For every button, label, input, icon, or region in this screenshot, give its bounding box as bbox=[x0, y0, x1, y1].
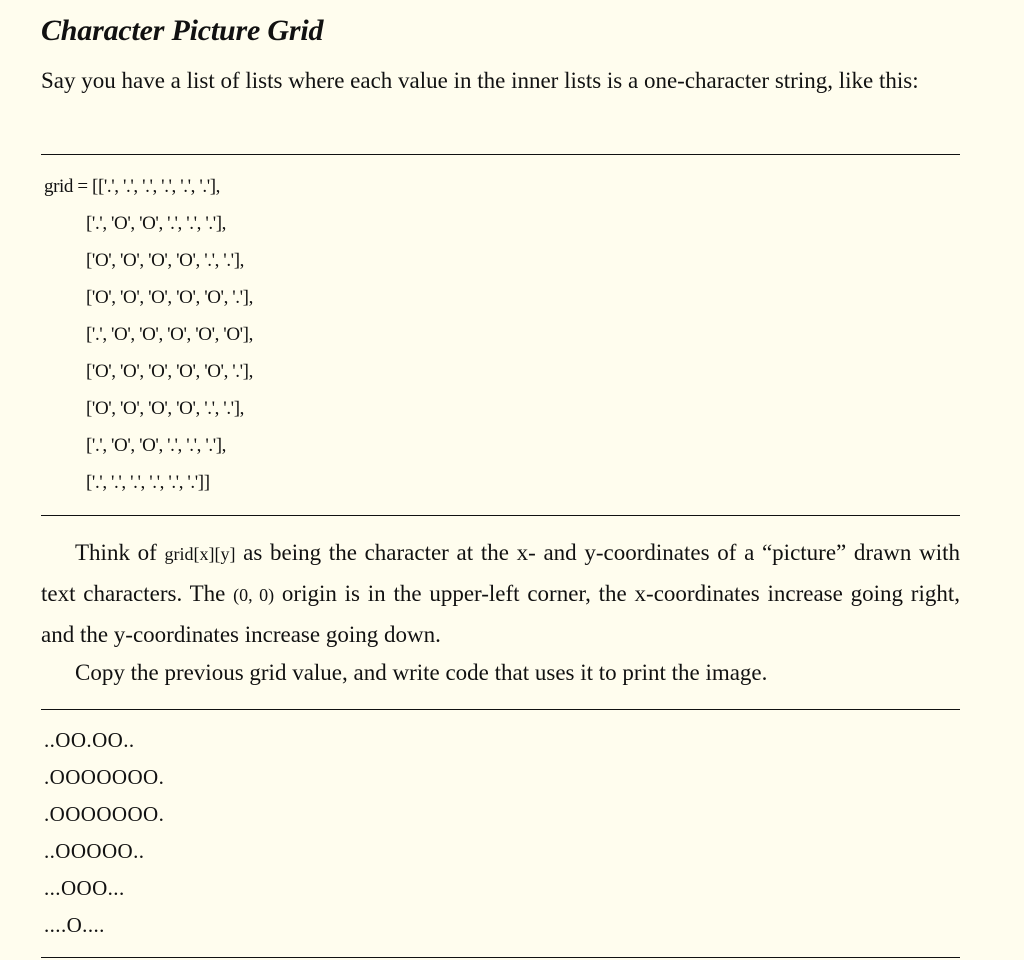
output-block bbox=[44, 722, 164, 944]
task-paragraph: Copy the previous grid value, and write code that uses it to print the image. bbox=[75, 660, 768, 685]
divider bbox=[41, 709, 960, 710]
divider bbox=[41, 957, 960, 958]
output-line: ..OO.OO.. bbox=[44, 728, 135, 752]
divider bbox=[41, 515, 960, 516]
code-line: ['O', 'O', 'O', 'O', '.', '.'], bbox=[86, 398, 244, 419]
divider bbox=[41, 154, 960, 155]
inline-code: grid[x][y] bbox=[164, 544, 236, 564]
output-line: ....O.... bbox=[44, 913, 105, 937]
code-line: ['.', 'O', 'O', '.', '.', '.'], bbox=[86, 213, 227, 234]
code-line: ['O', 'O', 'O', 'O', '.', '.'], bbox=[86, 250, 244, 271]
output-line: ...OOO... bbox=[44, 876, 125, 900]
output-line: ..OOOOO.. bbox=[44, 839, 145, 863]
coordinates-paragraph bbox=[41, 533, 960, 654]
paragraph-text: as being the character at the x- and y-coordinates of a “picture” drawn with text characters. The bbox=[41, 540, 960, 606]
inline-code: (0, 0) bbox=[233, 585, 275, 605]
output-line: .OOOOOOO. bbox=[44, 802, 165, 826]
paragraph-text: origin is in the upper-left corner, the x-coordinates increase going right, and the y-coordinates increase going down. bbox=[41, 581, 960, 647]
output-line: .OOOOOOO. bbox=[44, 765, 165, 789]
code-line: ['O', 'O', 'O', 'O', 'O', '.'], bbox=[86, 287, 253, 308]
code-line: ['.', 'O', 'O', '.', '.', '.'], bbox=[86, 435, 227, 456]
code-line: ['.', 'O', 'O', 'O', 'O', 'O'], bbox=[86, 324, 253, 345]
code-line: ['.', '.', '.', '.', '.', '.']] bbox=[86, 472, 210, 493]
code-line: ['O', 'O', 'O', 'O', 'O', '.'], bbox=[86, 361, 253, 382]
paragraph-text: Think of bbox=[75, 540, 165, 565]
grid-code-block bbox=[44, 168, 253, 501]
intro-paragraph: Say you have a list of lists where each value in the inner lists is a one-character string, like this: bbox=[41, 68, 919, 93]
section-heading: Character Picture Grid bbox=[41, 14, 324, 47]
code-line: grid = [['.', '.', '.', '.', '.', '.'], bbox=[44, 176, 221, 197]
